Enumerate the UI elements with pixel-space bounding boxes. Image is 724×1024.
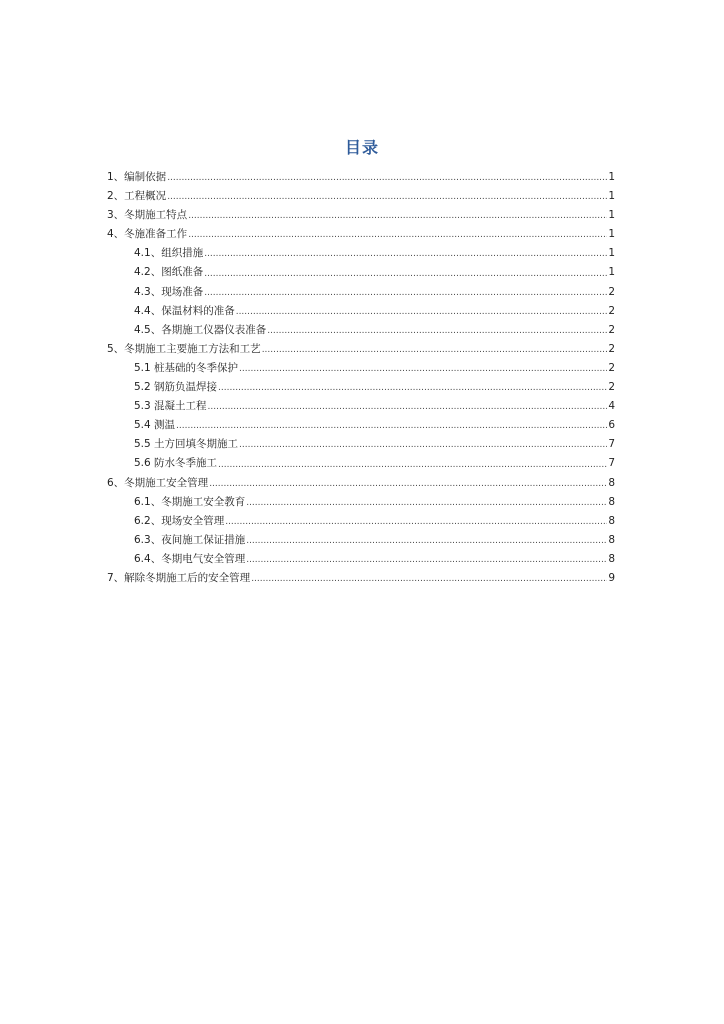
toc-entry-text: 4.4、保温材料的准备 [134,304,235,317]
toc-title: 目录 [344,138,379,157]
toc-dot-leader [188,208,607,225]
toc-page-number: 9 [608,571,615,584]
toc-entry-text: 7、解除冬期施工后的安全管理 [107,571,251,584]
toc-entry-text: 5.6 防水冬季施工 [134,457,218,470]
toc-entry-text: 4.5、各期施工仪器仪表准备 [134,323,267,336]
toc-page-number: 2 [608,285,615,298]
toc-entry-text: 6.4、冬期电气安全管理 [134,552,246,565]
toc-page-number: 4 [608,400,615,413]
toc-entry[interactable] [107,340,615,359]
toc-page-number: 8 [608,552,615,565]
toc-page-number: 1 [608,171,615,183]
toc-list [107,168,615,588]
toc-page-number: 1 [608,190,615,203]
toc-entry[interactable] [107,168,615,187]
toc-entry[interactable] [107,569,615,588]
toc-entry[interactable] [107,531,615,550]
toc-dot-leader [218,380,607,397]
toc-dot-leader [262,342,607,359]
toc-entry[interactable] [107,283,615,302]
toc-entry[interactable] [107,435,615,454]
toc-entry[interactable] [107,321,615,340]
toc-dot-leader [204,246,607,263]
toc-entry[interactable] [107,378,615,397]
toc-entry-text: 4.1、组织措施 [134,247,204,260]
toc-entry-text: 4.3、现场准备 [134,285,204,298]
toc-entry-text: 5.1 桩基础的冬季保护 [134,361,239,374]
toc-dot-leader [167,170,607,187]
toc-dot-leader [204,266,607,283]
toc-entry[interactable] [107,512,615,531]
toc-dot-leader [204,285,607,302]
toc-dot-leader [251,571,607,588]
toc-entry-text: 5.5 土方回填冬期施工 [134,438,239,451]
toc-entry[interactable] [107,187,615,206]
toc-entry-text: 1、编制依据 [107,171,167,183]
toc-entry[interactable] [107,454,615,473]
toc-dot-leader [267,323,607,340]
toc-entry-text: 6、冬期施工安全管理 [107,476,209,489]
toc-page-number: 8 [608,495,615,508]
toc-dot-leader [167,189,607,206]
toc-page-number: 8 [608,533,615,546]
toc-entry-text: 5.3 混凝土工程 [134,400,207,413]
toc-entry[interactable] [107,493,615,512]
toc-dot-leader [246,552,607,569]
toc-dot-leader [209,476,607,493]
toc-dot-leader [236,304,607,321]
toc-dot-leader [208,399,607,416]
toc-entry[interactable] [107,397,615,416]
toc-dot-leader [225,514,607,531]
toc-page-number: 2 [608,342,615,355]
toc-entry[interactable] [107,359,615,378]
toc-entry-text: 3、冬期施工特点 [107,209,188,222]
toc-dot-leader [218,457,607,474]
toc-entry-text: 6.3、夜间施工保证措施 [134,533,246,546]
toc-page-number: 8 [608,514,615,527]
toc-dot-leader [239,437,607,454]
toc-page-number: 2 [608,361,615,374]
toc-entry[interactable] [107,474,615,493]
toc-dot-leader [246,495,607,512]
toc-page-number: 6 [608,419,615,432]
toc-entry-text: 5、冬期施工主要施工方法和工艺 [107,342,261,355]
toc-entry-text: 2、工程概况 [107,190,167,203]
toc-entry[interactable] [107,225,615,244]
toc-page-number: 7 [608,457,615,470]
toc-entry[interactable] [107,302,615,321]
toc-page-number: 1 [608,266,615,279]
toc-dot-leader [246,533,607,550]
toc-page-number: 1 [608,228,615,241]
toc-page-number: 1 [608,247,615,260]
toc-dot-leader [176,418,607,435]
toc-entry[interactable] [107,550,615,569]
toc-page-number: 2 [608,304,615,317]
toc-entry[interactable] [107,263,615,282]
toc-page-number: 7 [608,438,615,451]
toc-entry[interactable] [107,206,615,225]
toc-entry-text: 4.2、图纸准备 [134,266,204,279]
toc-entry-text: 5.4 测温 [134,419,176,432]
toc-entry[interactable] [107,416,615,435]
toc-dot-leader [239,361,607,378]
toc-page-number: 8 [608,476,615,489]
toc-entry-text: 4、冬施准备工作 [107,228,188,241]
toc-dot-leader [188,227,607,244]
toc-page-number: 1 [608,209,615,222]
toc-page-number: 2 [608,323,615,336]
toc-entry[interactable] [107,244,615,263]
toc-page-number: 2 [608,381,615,394]
toc-entry-text: 6.1、冬期施工安全教育 [134,495,246,508]
toc-entry-text: 5.2 钢筋负温焊接 [134,381,218,394]
toc-entry-text: 6.2、现场安全管理 [134,514,225,527]
